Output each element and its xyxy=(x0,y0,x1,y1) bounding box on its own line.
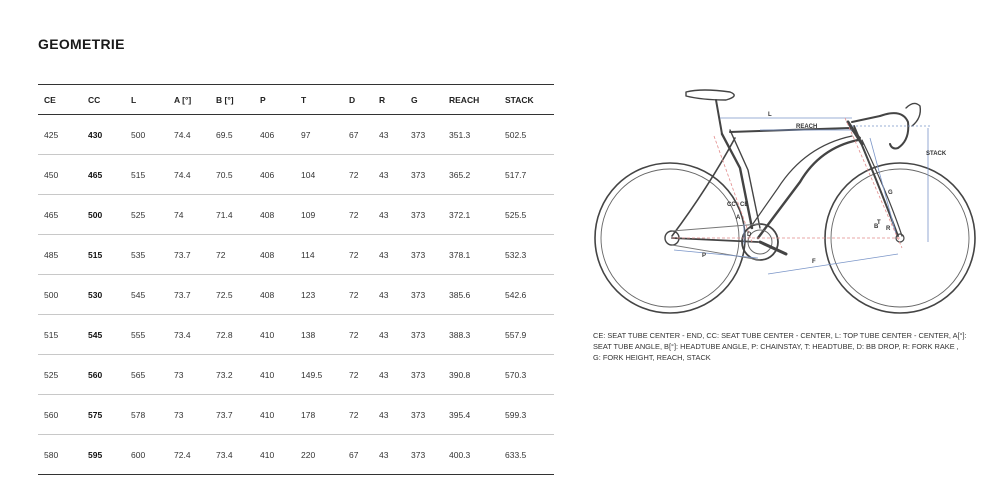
column-header: CE xyxy=(38,85,82,115)
table-cell: 373 xyxy=(405,235,443,275)
table-cell: 373 xyxy=(405,395,443,435)
table-cell: 43 xyxy=(373,435,405,475)
table-cell: 72.4 xyxy=(168,435,210,475)
table-cell: 517.7 xyxy=(499,155,554,195)
column-header: REACH xyxy=(443,85,499,115)
column-header: L xyxy=(125,85,168,115)
table-cell: 565 xyxy=(125,355,168,395)
table-cell: 515 xyxy=(125,155,168,195)
label-g: G xyxy=(888,190,893,196)
column-header: STACK xyxy=(499,85,554,115)
table-cell: 97 xyxy=(295,115,343,155)
table-cell: 104 xyxy=(295,155,343,195)
table-cell: 555 xyxy=(125,315,168,355)
table-cell: 73 xyxy=(168,395,210,435)
table-cell: 408 xyxy=(254,275,295,315)
table-cell: 545 xyxy=(125,275,168,315)
table-cell: 502.5 xyxy=(499,115,554,155)
table-cell: 73 xyxy=(168,355,210,395)
table-cell: 73.7 xyxy=(168,275,210,315)
table-cell: 599.3 xyxy=(499,395,554,435)
table-cell: 557.9 xyxy=(499,315,554,355)
table-row xyxy=(38,395,554,435)
column-header: A [°] xyxy=(168,85,210,115)
table-cell: 74 xyxy=(168,195,210,235)
table-cell: 385.6 xyxy=(443,275,499,315)
label-r: R xyxy=(886,226,891,232)
table-cell: 465 xyxy=(38,195,82,235)
table-cell: 72.5 xyxy=(210,275,254,315)
table-cell: 72 xyxy=(343,235,373,275)
table-cell: 138 xyxy=(295,315,343,355)
table-cell: 109 xyxy=(295,195,343,235)
table-row xyxy=(38,195,554,235)
table-cell: 72 xyxy=(343,315,373,355)
table-cell: 373 xyxy=(405,435,443,475)
table-cell: 595 xyxy=(82,435,125,475)
table-cell: 372.1 xyxy=(443,195,499,235)
table-cell: 73.4 xyxy=(168,315,210,355)
table-cell: 400.3 xyxy=(443,435,499,475)
table-cell: 450 xyxy=(38,155,82,195)
table-cell: 395.4 xyxy=(443,395,499,435)
table-cell: 580 xyxy=(38,435,82,475)
table-cell: 406 xyxy=(254,115,295,155)
page-title: GEOMETRIE xyxy=(38,36,125,52)
table-cell: 73.7 xyxy=(210,395,254,435)
table-cell: 500 xyxy=(38,275,82,315)
label-p: P xyxy=(702,253,707,259)
saddle xyxy=(686,90,734,100)
table-cell: 72 xyxy=(343,355,373,395)
table-cell: 74.4 xyxy=(168,155,210,195)
column-header: D xyxy=(343,85,373,115)
table-cell: 525.5 xyxy=(499,195,554,235)
table-cell: 373 xyxy=(405,115,443,155)
table-cell: 542.6 xyxy=(499,275,554,315)
table-cell: 43 xyxy=(373,115,405,155)
table-cell: 43 xyxy=(373,275,405,315)
stem xyxy=(852,116,880,122)
seatpost xyxy=(716,100,722,134)
label-f: F xyxy=(812,259,816,265)
table-cell: 72 xyxy=(343,195,373,235)
table-cell: 72.8 xyxy=(210,315,254,355)
table-cell: 535 xyxy=(125,235,168,275)
table-cell: 390.8 xyxy=(443,355,499,395)
geometry-table xyxy=(38,84,554,475)
column-header: T xyxy=(295,85,343,115)
table-cell: 365.2 xyxy=(443,155,499,195)
label-d: D xyxy=(747,232,752,238)
label-b: B xyxy=(874,224,879,230)
table-cell: 410 xyxy=(254,355,295,395)
table-cell: 465 xyxy=(82,155,125,195)
column-header: CC xyxy=(82,85,125,115)
table-cell: 373 xyxy=(405,195,443,235)
column-header: P xyxy=(254,85,295,115)
table-cell: 149.5 xyxy=(295,355,343,395)
table-cell: 72 xyxy=(343,275,373,315)
table-cell: 525 xyxy=(125,195,168,235)
table-row xyxy=(38,275,554,315)
table-cell: 74.4 xyxy=(168,115,210,155)
top-tube xyxy=(730,128,860,138)
table-cell: 72 xyxy=(343,395,373,435)
table-cell: 178 xyxy=(295,395,343,435)
table-row xyxy=(38,235,554,275)
label-reach: REACH xyxy=(796,124,818,130)
table-header-row xyxy=(38,85,554,115)
table-cell: 351.3 xyxy=(443,115,499,155)
table-cell: 373 xyxy=(405,275,443,315)
table-cell: 373 xyxy=(405,155,443,195)
table-cell: 485 xyxy=(38,235,82,275)
table-cell: 530 xyxy=(82,275,125,315)
table-cell: 515 xyxy=(38,315,82,355)
table-cell: 43 xyxy=(373,155,405,195)
crank-arm xyxy=(760,242,786,254)
fork-inner xyxy=(862,140,902,236)
table-row xyxy=(38,155,554,195)
table-cell: 67 xyxy=(343,115,373,155)
column-header: G xyxy=(405,85,443,115)
table-cell: 570.3 xyxy=(499,355,554,395)
table-cell: 73.7 xyxy=(168,235,210,275)
table-row xyxy=(38,435,554,475)
table-cell: 410 xyxy=(254,315,295,355)
table-cell: 408 xyxy=(254,235,295,275)
table-cell: 71.4 xyxy=(210,195,254,235)
table-cell: 67 xyxy=(343,435,373,475)
table-cell: 600 xyxy=(125,435,168,475)
table-row xyxy=(38,115,554,155)
table-cell: 578 xyxy=(125,395,168,435)
table-cell: 43 xyxy=(373,195,405,235)
table-cell: 500 xyxy=(82,195,125,235)
geometry-legend: CE: SEAT TUBE CENTER - END, CC: SEAT TUBE CENTER - CENTER, L: TOP TUBE CENTER - CENTER, A[°]: SEAT TUBE ANGLE, B[°]: HEADTUBE ANGLE, P: CHAINSTAY, T: HEADTUBE, D: BB DROP, R: FORK RAKE , G: FORK HEIGHT, REACH, STACK xyxy=(593,331,967,362)
table-cell: 220 xyxy=(295,435,343,475)
g-dimension-line xyxy=(870,138,896,234)
table-cell: 532.3 xyxy=(499,235,554,275)
table-cell: 73.4 xyxy=(210,435,254,475)
table-row xyxy=(38,315,554,355)
table-row xyxy=(38,355,554,395)
table-body xyxy=(38,115,554,475)
table-cell: 560 xyxy=(38,395,82,435)
label-a: A xyxy=(736,215,741,221)
table-cell: 378.1 xyxy=(443,235,499,275)
table-cell: 525 xyxy=(38,355,82,395)
table-cell: 70.5 xyxy=(210,155,254,195)
table-cell: 388.3 xyxy=(443,315,499,355)
table-cell: 545 xyxy=(82,315,125,355)
table-cell: 373 xyxy=(405,355,443,395)
label-stack: STACK xyxy=(926,151,947,157)
table-cell: 43 xyxy=(373,235,405,275)
seat-tube xyxy=(722,134,752,228)
table-cell: 430 xyxy=(82,115,125,155)
column-header: R xyxy=(373,85,405,115)
table-cell: 633.5 xyxy=(499,435,554,475)
table-cell: 410 xyxy=(254,435,295,475)
bike-geometry-diagram xyxy=(590,78,990,318)
table-cell: 373 xyxy=(405,315,443,355)
table-cell: 43 xyxy=(373,315,405,355)
label-cc: CC xyxy=(727,202,736,208)
table-cell: 425 xyxy=(38,115,82,155)
table-cell: 73.2 xyxy=(210,355,254,395)
label-l: L xyxy=(768,112,772,118)
table-cell: 72 xyxy=(210,235,254,275)
table-cell: 408 xyxy=(254,195,295,235)
label-ce: CE xyxy=(740,202,749,208)
table-cell: 410 xyxy=(254,395,295,435)
table-cell: 515 xyxy=(82,235,125,275)
table-cell: 123 xyxy=(295,275,343,315)
table-cell: 500 xyxy=(125,115,168,155)
table-cell: 43 xyxy=(373,395,405,435)
label-t: T xyxy=(877,220,881,226)
handlebar xyxy=(880,113,908,148)
table-cell: 575 xyxy=(82,395,125,435)
column-header: B [°] xyxy=(210,85,254,115)
table-cell: 69.5 xyxy=(210,115,254,155)
table-cell: 114 xyxy=(295,235,343,275)
table-cell: 560 xyxy=(82,355,125,395)
table-cell: 72 xyxy=(343,155,373,195)
table-cell: 406 xyxy=(254,155,295,195)
table-cell: 43 xyxy=(373,355,405,395)
